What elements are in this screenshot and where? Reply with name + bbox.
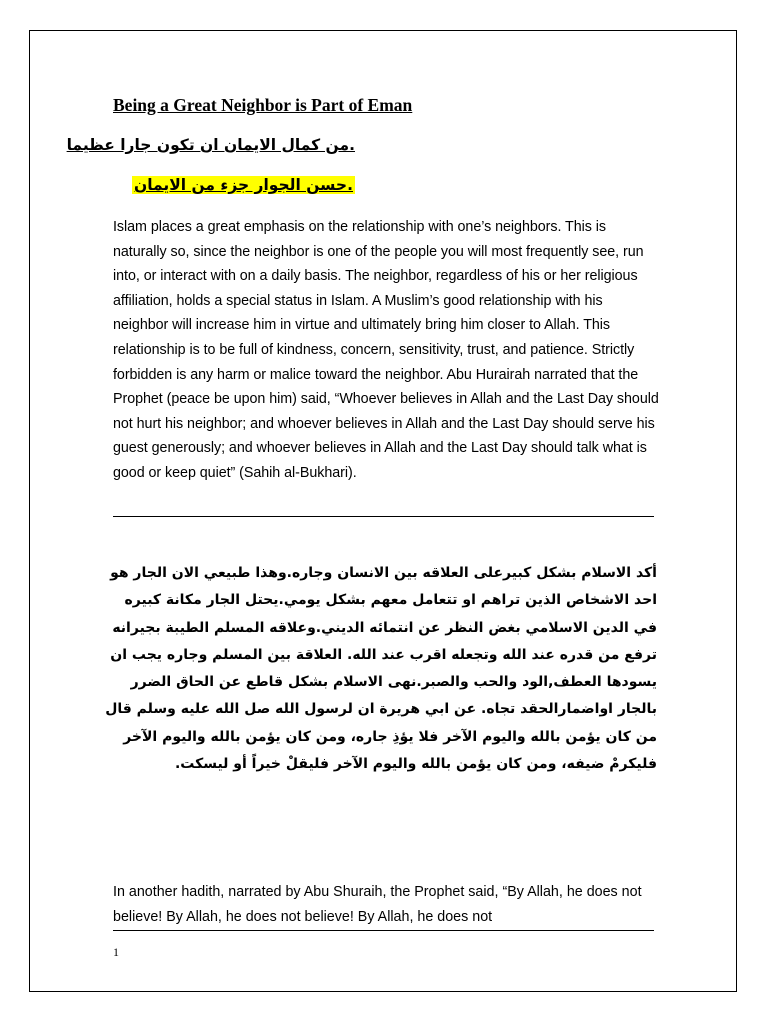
arabic-paragraph: أكد الاسلام بشكل كبيرعلى العلاقه بين الانسان وجاره.وهذا طبيعي الان الجار هو احد الاشخاص الذين تراهم او تتعامل معهم بشكل يومي.يحتل الجار مكانة كبيره في الدين الاسلامي بغض النظر عن انتمائه الديني.وعلاقه المسلم الطيبة بجيرانه ترفع من قدره عند الله وتجعله اقرب عند الله. العلاقة بين المسلم وجاره يجب ان يسودها العطف,الود والحب والصبر.نهى الاسلام بشكل قاطع عن الحاق الضرر بالجار اواضمارالحقد تجاه. عن ابي هريرة ان لرسول الله صل الله عليه وسلم قال من كان يؤمن بالله واليوم الآخر فلا يؤذِ جاره، ومن كان يؤمن بالله واليوم الآخر فليكرمْ ضيفه، ومن كان يؤمن بالله واليوم الآخر فليقلْ خيراً أو ليسكت. [105, 565, 657, 773]
section-divider-2 [113, 930, 654, 931]
highlighted-text: .حسن الجوار جزء من الايمان [133, 176, 353, 194]
section-divider-1 [113, 516, 654, 517]
page-number: 1 [113, 945, 119, 959]
arabic-heading-1: .من كمال الايمان ان تكون جارا عظيما [66, 136, 355, 154]
arabic-heading-2-highlighted [132, 176, 355, 194]
page-border [29, 30, 737, 992]
document-title: Being a Great Neighbor is Part of Eman [113, 95, 413, 115]
english-paragraph-1: Islam places a great emphasis on the relationship with one’s neighbors. This is naturally so, since the neighbor is one of the people you will most frequently see, run into, or interact with on a daily basis. The neighbor, regardless of his or her religious affiliation, holds a special status in Islam. A Muslim’s good relationship with his neighbor will increase him in virtue and ultimately bring him closer to Allah. This relationship is to be full of kindness, concern, sensitivity, trust, and patience. Strictly forbidden is any harm or malice toward the neighbor. Abu Hurairah narrated that the Prophet (peace be upon him) said, “Whoever believes in Allah and the Last Day should not hurt his neighbor; and whoever believes in Allah and the Last Day should serve his guest generously; and whoever believes in Allah and the Last Day should talk what is good or keep quiet” (Sahih al-Bukhari). [113, 219, 659, 481]
english-paragraph-2: In another hadith, narrated by Abu Shuraih, the Prophet said, “By Allah, he does not believe! By Allah, he does not believe! By Allah, he does not [113, 884, 642, 925]
